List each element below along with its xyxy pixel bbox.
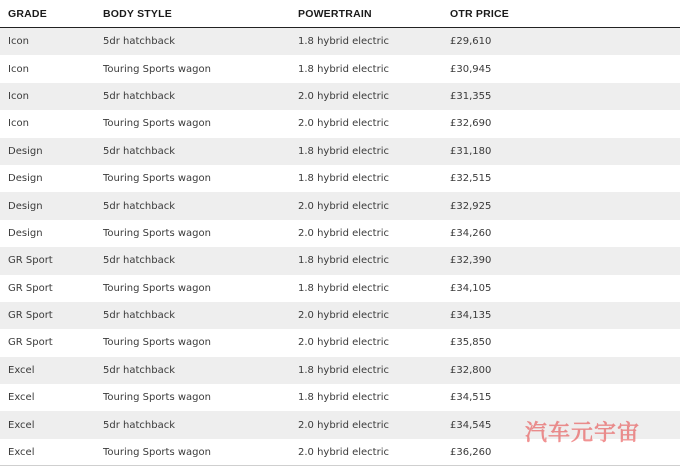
cell-body-style: 5dr hatchback xyxy=(103,255,175,267)
cell-grade: Design xyxy=(8,200,43,212)
cell-body-style: Touring Sports wagon xyxy=(103,63,211,75)
cell-body-style: Touring Sports wagon xyxy=(103,227,211,239)
table-row xyxy=(0,55,680,82)
table-row xyxy=(0,220,680,247)
cell-otr-price: £34,515 xyxy=(450,392,492,404)
cell-powertrain: 1.8 hybrid electric xyxy=(298,282,389,294)
table-header xyxy=(0,0,680,28)
header-grade: GRADE xyxy=(8,7,47,20)
cell-otr-price: £35,850 xyxy=(450,337,492,349)
cell-otr-price: £31,355 xyxy=(450,90,492,102)
cell-otr-price: £34,135 xyxy=(450,310,492,322)
cell-body-style: Touring Sports wagon xyxy=(103,447,211,459)
cell-grade: GR Sport xyxy=(8,337,53,349)
table-row xyxy=(0,275,680,302)
cell-grade: Excel xyxy=(8,364,35,376)
cell-otr-price: £32,800 xyxy=(450,364,492,376)
cell-grade: Excel xyxy=(8,447,35,459)
cell-body-style: Touring Sports wagon xyxy=(103,173,211,185)
cell-grade: Icon xyxy=(8,36,29,48)
cell-grade: GR Sport xyxy=(8,282,53,294)
cell-otr-price: £34,105 xyxy=(450,282,492,294)
table-row xyxy=(0,247,680,274)
cell-grade: Design xyxy=(8,145,43,157)
cell-powertrain: 1.8 hybrid electric xyxy=(298,255,389,267)
table-row xyxy=(0,302,680,329)
cell-grade: Excel xyxy=(8,392,35,404)
cell-body-style: 5dr hatchback xyxy=(103,364,175,376)
cell-otr-price: £34,545 xyxy=(450,419,492,431)
cell-powertrain: 2.0 hybrid electric xyxy=(298,90,389,102)
cell-body-style: 5dr hatchback xyxy=(103,90,175,102)
cell-grade: Excel xyxy=(8,419,35,431)
cell-otr-price: £32,690 xyxy=(450,118,492,130)
cell-body-style: 5dr hatchback xyxy=(103,310,175,322)
cell-otr-price: £32,390 xyxy=(450,255,492,267)
cell-body-style: 5dr hatchback xyxy=(103,419,175,431)
header-otr-price: OTR PRICE xyxy=(450,7,509,20)
cell-grade: Icon xyxy=(8,118,29,130)
table-row xyxy=(0,110,680,137)
cell-powertrain: 2.0 hybrid electric xyxy=(298,419,389,431)
cell-otr-price: £32,515 xyxy=(450,173,492,185)
header-body-style: BODY STYLE xyxy=(103,7,172,20)
cell-otr-price: £31,180 xyxy=(450,145,492,157)
cell-powertrain: 1.8 hybrid electric xyxy=(298,364,389,376)
cell-powertrain: 2.0 hybrid electric xyxy=(298,337,389,349)
watermark-text: 汽车元宇宙 xyxy=(525,421,641,446)
watermark-logo xyxy=(523,418,653,446)
cell-otr-price: £36,260 xyxy=(450,447,492,459)
table-bottom-rule xyxy=(0,465,680,466)
cell-body-style: 5dr hatchback xyxy=(103,145,175,157)
cell-body-style: Touring Sports wagon xyxy=(103,337,211,349)
cell-grade: GR Sport xyxy=(8,255,53,267)
cell-grade: GR Sport xyxy=(8,310,53,322)
table-row xyxy=(0,83,680,110)
cell-body-style: 5dr hatchback xyxy=(103,200,175,212)
table-row xyxy=(0,165,680,192)
cell-grade: Design xyxy=(8,173,43,185)
cell-powertrain: 1.8 hybrid electric xyxy=(298,173,389,185)
table-row xyxy=(0,384,680,411)
cell-powertrain: 1.8 hybrid electric xyxy=(298,392,389,404)
table-body xyxy=(0,28,680,466)
table-row xyxy=(0,329,680,356)
cell-body-style: Touring Sports wagon xyxy=(103,118,211,130)
cell-powertrain: 2.0 hybrid electric xyxy=(298,310,389,322)
cell-otr-price: £32,925 xyxy=(450,200,492,212)
table-row xyxy=(0,28,680,55)
table-row xyxy=(0,192,680,219)
cell-powertrain: 1.8 hybrid electric xyxy=(298,36,389,48)
cell-otr-price: £29,610 xyxy=(450,36,492,48)
table-row xyxy=(0,357,680,384)
cell-powertrain: 2.0 hybrid electric xyxy=(298,447,389,459)
cell-powertrain: 2.0 hybrid electric xyxy=(298,118,389,130)
cell-body-style: 5dr hatchback xyxy=(103,36,175,48)
cell-otr-price: £34,260 xyxy=(450,227,492,239)
cell-otr-price: £30,945 xyxy=(450,63,492,75)
cell-grade: Icon xyxy=(8,63,29,75)
cell-powertrain: 1.8 hybrid electric xyxy=(298,145,389,157)
cell-body-style: Touring Sports wagon xyxy=(103,282,211,294)
header-powertrain: POWERTRAIN xyxy=(298,7,372,20)
cell-grade: Icon xyxy=(8,90,29,102)
cell-grade: Design xyxy=(8,227,43,239)
cell-powertrain: 2.0 hybrid electric xyxy=(298,227,389,239)
cell-powertrain: 1.8 hybrid electric xyxy=(298,63,389,75)
cell-body-style: Touring Sports wagon xyxy=(103,392,211,404)
table-row xyxy=(0,138,680,165)
cell-powertrain: 2.0 hybrid electric xyxy=(298,200,389,212)
